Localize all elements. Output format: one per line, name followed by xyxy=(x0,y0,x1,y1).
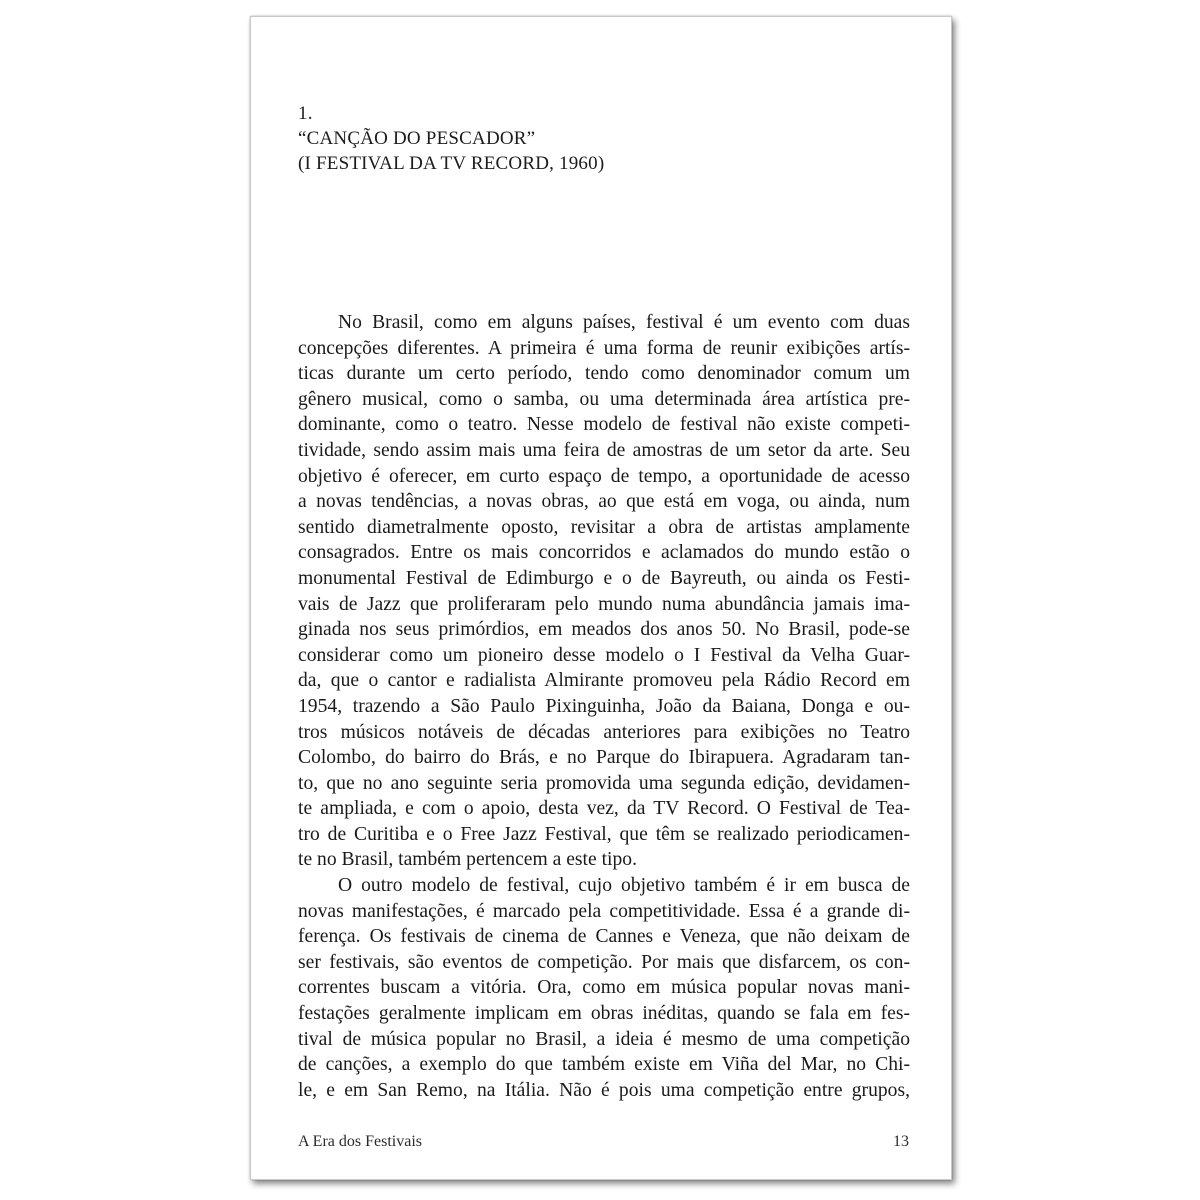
paragraph-line: festações geralmente implicam em obras inéditas, quando se fala em fes- xyxy=(298,1003,910,1025)
paragraph-line: a novas tendências, a novas obras, ao que está em voga, ou ainda, num xyxy=(298,491,910,513)
paragraph-line: da, que o cantor e radialista Almirante promoveu pela Rádio Record em xyxy=(298,670,910,692)
paragraph-line: te ampliada, e com o apoio, desta vez, da TV Record. O Festival de Tea- xyxy=(298,798,910,820)
paragraph-line: to, que no ano seguinte seria promovida uma segunda edição, devidamen- xyxy=(298,772,910,794)
paragraph-line: ticas durante um certo período, tendo como denominador comum um xyxy=(298,363,910,385)
paragraph-line: correntes buscam a vitória. Ora, como em música popular novas mani- xyxy=(298,977,910,999)
running-footer-title: A Era dos Festivais xyxy=(298,1133,422,1150)
chapter-title: “CANÇÃO DO PESCADOR” xyxy=(298,128,536,149)
paragraph-line: ser festivais, são eventos de competição. Por mais que disfarcem, os con- xyxy=(298,951,910,973)
paragraph-line: No Brasil, como em alguns países, festival é um evento com duas xyxy=(338,312,910,333)
paragraph-line: le, e em San Remo, na Itália. Não é pois uma competição entre grupos, xyxy=(298,1079,910,1101)
paragraph-line: de canções, a exemplo do que também existe em Viña del Mar, no Chi- xyxy=(298,1054,910,1076)
paragraph-line: ferença. Os festivais de cinema de Cannes e Veneza, que não deixam de xyxy=(298,926,910,948)
paragraph-line: O outro modelo de festival, cujo objetivo também é ir em busca de xyxy=(338,875,910,897)
paragraph-line: te no Brasil, também pertencem a este tipo. xyxy=(298,849,637,871)
paragraph-line: tividade, sendo assim mais uma feira de amostras de um setor da arte. Seu xyxy=(298,439,910,461)
paragraph-line: monumental Festival de Edimburgo e o de Bayreuth, ou ainda os Festi- xyxy=(298,567,910,589)
paragraph-line: tival de música popular no Brasil, a ideia é mesmo de uma competição xyxy=(298,1028,910,1050)
paragraph-line: ginada nos seus primórdios, em meados dos anos 50. No Brasil, pode-se xyxy=(298,619,910,641)
paragraph-line: concepções diferentes. A primeira é uma forma de reunir exibições artís- xyxy=(298,337,910,359)
paragraph-line: tro de Curitiba e o Free Jazz Festival, que têm se realizado periodicamen- xyxy=(298,823,910,845)
chapter-subtitle: (I FESTIVAL DA TV RECORD, 1960) xyxy=(298,153,605,174)
paragraph-line: 1954, trazendo a São Paulo Pixinguinha, João da Baiana, Donga e ou- xyxy=(298,695,910,717)
paragraph-line: tros músicos notáveis de décadas anteriores para exibições no Teatro xyxy=(298,721,910,743)
paragraph-line: vais de Jazz que proliferaram pelo mundo numa abundância jamais ima- xyxy=(298,593,910,615)
paragraph-line: sentido diametralmente oposto, revisitar a obra de artistas amplamente xyxy=(298,516,910,538)
paragraph-line: novas manifestações, é marcado pela competitividade. Essa é a grande di- xyxy=(298,900,910,922)
chapter-number: 1. xyxy=(298,103,313,124)
paragraph-line: considerar como um pioneiro desse modelo o I Festival da Velha Guar- xyxy=(298,644,910,666)
page-number: 13 xyxy=(893,1133,909,1150)
book-page xyxy=(250,16,952,1180)
body-text xyxy=(298,310,910,1103)
paragraph-line: gênero musical, como o samba, ou uma determinada área artística pre- xyxy=(298,388,910,410)
paragraph-line: objetivo é oferecer, em curto espaço de tempo, a oportunidade de acesso xyxy=(298,465,910,487)
paragraph-line: dominante, como o teatro. Nesse modelo de festival não existe competi- xyxy=(298,414,910,436)
chapter-heading xyxy=(298,101,604,176)
paragraph-line: consagrados. Entre os mais concorridos e aclamados do mundo estão o xyxy=(298,542,910,564)
paragraph-line: Colombo, do bairro do Brás, e no Parque do Ibirapuera. Agradaram tan- xyxy=(298,747,910,769)
